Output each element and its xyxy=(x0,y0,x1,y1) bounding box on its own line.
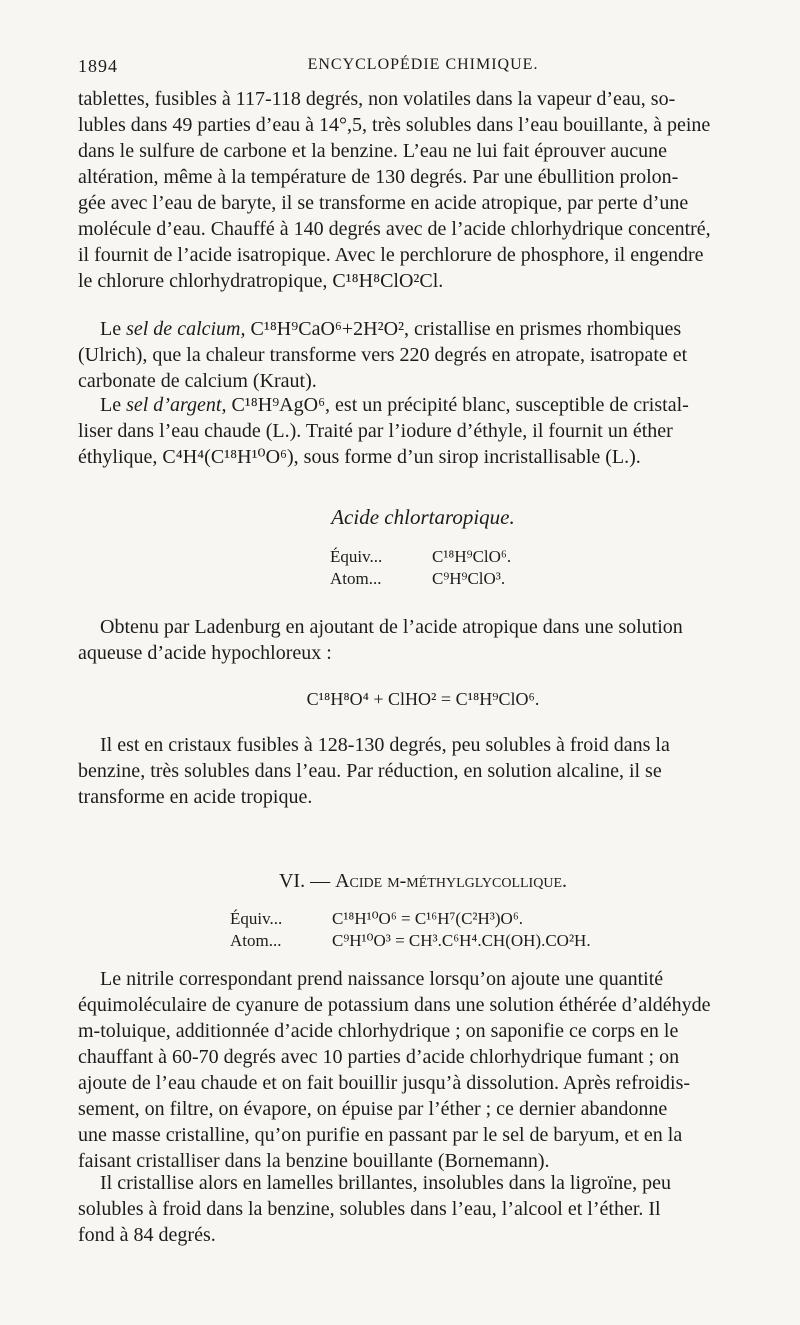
formula-row-atom xyxy=(330,568,511,590)
text-line: liser dans l’eau chaude (L.). Traité par l’iodure d’éthyle, il fournit un éther xyxy=(78,420,673,442)
text-line: dans le sulfure de carbone et la benzine. L’eau ne lui fait éprouver aucune xyxy=(78,140,667,162)
label-equiv: Équiv... xyxy=(230,909,283,928)
text-line: solubles à froid dans la benzine, solubles dans l’eau, l’alcool et l’éther. Il xyxy=(78,1198,661,1220)
text-line: carbonate de calcium (Kraut). xyxy=(78,370,317,392)
text-intro: Le xyxy=(100,318,127,340)
paragraph-calcium-salt xyxy=(78,316,768,394)
term-silver-salt: sel d’argent, xyxy=(126,394,227,416)
label-equiv: Équiv... xyxy=(330,547,383,566)
label-atom: Atom... xyxy=(330,569,382,588)
text-line: ajoute de l’eau chaude et on fait bouillir jusqu’à dissolution. Après refroidis- xyxy=(78,1072,691,1094)
formula-equiv: C¹⁸H⁹ClO⁶. xyxy=(432,547,512,566)
formula-atom: C⁹H⁹ClO³. xyxy=(432,569,506,588)
text-rest: C¹⁸H⁹CaO⁶+2H²O², cristallise en prismes rhombiques xyxy=(245,318,682,340)
formula-table-methylglycollique xyxy=(230,908,591,952)
formula-atom: C⁹H¹⁰O³ = CH³.C⁶H⁴.CH(OH).CO²H. xyxy=(332,931,591,950)
text-line: Le nitrile correspondant prend naissance lorsqu’on ajoute une quantité xyxy=(100,968,664,990)
text-line: chauffant à 60-70 degrés avec 10 parties d’acide chlorhydrique fumant ; on xyxy=(78,1046,680,1068)
text-line xyxy=(78,392,768,418)
text-line: transforme en acide tropique. xyxy=(78,786,313,808)
paragraph-continuation xyxy=(78,86,768,294)
section-title-chlortaropique xyxy=(78,504,768,531)
text-line: équimoléculaire de cyanure de potassium dans une solution éthérée d’aldéhyde xyxy=(78,994,711,1016)
text-line: éthylique, C⁴H⁴(C¹⁸H¹⁰O⁶), sous forme d’un sirop incristallisable (L.). xyxy=(78,446,641,468)
text-line: sement, on filtre, on évapore, on épuise par l’éther ; ce dernier abandonne xyxy=(78,1098,668,1120)
page-header xyxy=(78,56,768,82)
text-line: Il est en cristaux fusibles à 128-130 degrés, peu solubles à froid dans la xyxy=(100,734,670,756)
text-line: m-toluique, additionnée d’acide chlorhydrique ; on saponifie ce corps en le xyxy=(78,1020,679,1042)
paragraph-preparation xyxy=(78,614,768,666)
text-line: benzine, très solubles dans l’eau. Par réduction, en solution alcaline, il se xyxy=(78,760,662,782)
text-line: faisant cristalliser dans la benzine bouillante (Bornemann). xyxy=(78,1150,550,1172)
paragraph-crystallization xyxy=(78,1170,768,1248)
text-line: tablettes, fusibles à 117-118 degrés, non volatiles dans la vapeur d’eau, so- xyxy=(78,88,676,110)
text-intro: Le xyxy=(100,394,127,416)
section-heading: Acide m-méthylglycollique. xyxy=(335,870,567,892)
label-atom: Atom... xyxy=(230,931,282,950)
formula-row-equiv xyxy=(230,908,591,930)
text-line: il fournit de l’acide isatropique. Avec le perchlorure de phosphore, il engendre xyxy=(78,244,704,266)
text-line: gée avec l’eau de baryte, il se transforme en acide atropique, par perte d’une xyxy=(78,192,689,214)
term-calcium-salt: sel de calcium, xyxy=(126,318,246,340)
text-line xyxy=(78,316,768,342)
text-line: aqueuse d’acide hypochloreux : xyxy=(78,642,332,664)
text-line: fond à 84 degrés. xyxy=(78,1224,216,1246)
page-number: 1894 xyxy=(78,56,118,76)
formula-row-atom xyxy=(230,930,591,952)
running-title: ENCYCLOPÉDIE CHIMIQUE. xyxy=(307,56,539,73)
text-line: altération, même à la température de 130 degrés. Par une ébullition prolon- xyxy=(78,166,679,188)
text-line: lubles dans 49 parties d’eau à 14°,5, très solubles dans l’eau bouillante, à peine xyxy=(78,114,711,136)
section-number: VI. — xyxy=(278,870,336,892)
text-line: molécule d’eau. Chauffé à 140 degrés avec de l’acide chlorhydrique concentré, xyxy=(78,218,711,240)
reaction-equation: C¹⁸H⁸O⁴ + ClHO² = C¹⁸H⁹ClO⁶. xyxy=(306,689,540,709)
text-line: (Ulrich), que la chaleur transforme vers 220 degrés en atropate, isatropate et xyxy=(78,344,688,366)
paragraph-silver-salt xyxy=(78,392,768,470)
text-line: Il cristallise alors en lamelles brillantes, insolubles dans la ligroïne, peu xyxy=(100,1172,671,1194)
text-line: Obtenu par Ladenburg en ajoutant de l’acide atropique dans une solution xyxy=(100,616,683,638)
section-heading: Acide chlortaropique. xyxy=(331,505,515,529)
section-title-methylglycollique xyxy=(78,868,768,894)
text-line: une masse cristalline, qu’on purifie en passant par le sel de baryum, et en la xyxy=(78,1124,683,1146)
text-line: le chlorure chlorhydratropique, C¹⁸H⁸ClO²Cl. xyxy=(78,270,444,292)
formula-row-equiv xyxy=(330,546,511,568)
formula-equiv: C¹⁸H¹⁰O⁶ = C¹⁶H⁷(C²H³)O⁶. xyxy=(332,909,523,928)
formula-table-chlortaropique xyxy=(330,546,511,590)
text-rest: C¹⁸H⁹AgO⁶, est un précipité blanc, susceptible de cristal- xyxy=(226,394,689,416)
paragraph-properties xyxy=(78,732,768,810)
paragraph-nitrile xyxy=(78,966,768,1174)
